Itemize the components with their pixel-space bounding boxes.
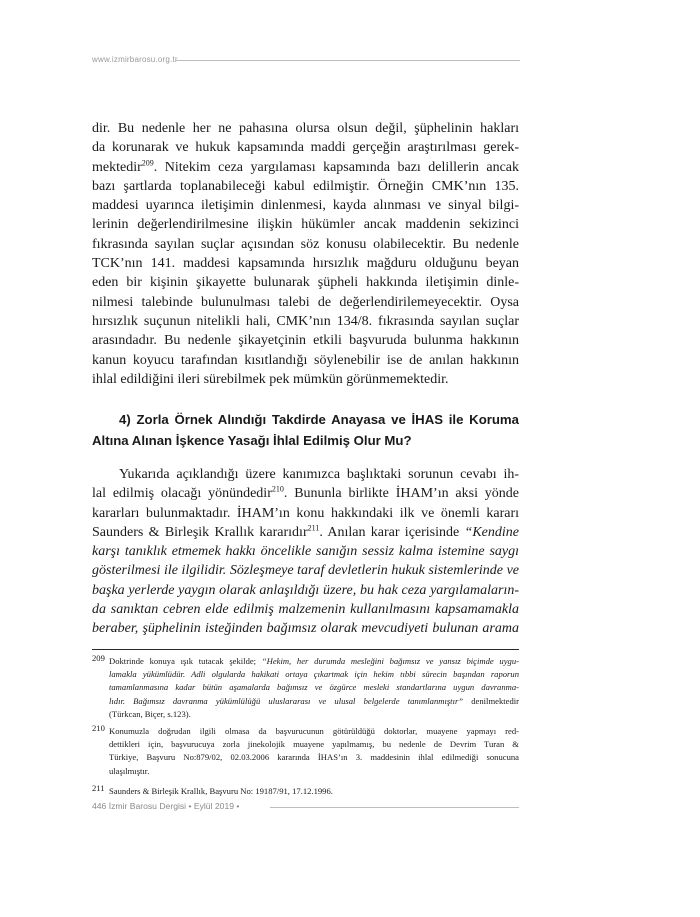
text-line (92, 484, 519, 503)
text-line: Yukarıda açıklandığı üzere kanımızca başlıktaki sorunun cevabı ih- (119, 467, 519, 482)
footnote-ref-209: 209 (141, 157, 154, 167)
text-line: lerinin değerlendirilmesine ilişkin hükümler ancak maddenin sekizinci (92, 217, 519, 233)
text-run: . Anılan karar içerisinde (319, 524, 465, 540)
text-line: TCK’nın 141. maddesi kapsamında hırsızlık mağduru olduğunu beyan (92, 256, 519, 272)
paragraph-2 (92, 465, 519, 639)
footnote-number: 211 (92, 783, 105, 793)
text-run: denilmektedir (463, 695, 519, 706)
footnote-number: 210 (92, 723, 105, 733)
footnote-211 (92, 785, 519, 798)
text-line: fıkrasında sayılan suçlar açısından söz konusu olabilecektir. Bu nedenle (92, 236, 519, 252)
footnote-ref-210: 210 (271, 484, 284, 494)
footnote-line: (Türkcan, Biçer, s.123). (109, 708, 191, 719)
footnote-line: ulaşılmıştır. (109, 765, 150, 776)
text-run: Doktrinde konuya ışık tutacak şekilde; (109, 656, 262, 666)
section-heading (92, 409, 519, 451)
text-run: mektedir (92, 159, 142, 175)
text-line: hırsızlık suçunun nitelikli hali, CMK’nın 134/8. fıkrasında sayılan suçlar (92, 313, 519, 329)
text-line: eden bir kişinin şikayette bulunarak şüpheli hakkında iletişimin dinle- (92, 275, 519, 291)
text-line: nilmesi talebinde bulunulması talebi de değerlendirilemeyecektir. Oysa (92, 294, 519, 310)
quote-run: lıdır. Bağımsız davranma yükümlülüğü uluslararası ve ulusal belgelerde tanımlanmıştır” (109, 695, 464, 706)
text-line (92, 158, 519, 177)
quote-line: gösterilmesi ile ilgilidir. Sözleşmeye taraf devletlerin hukuk sistemlerinde ve (92, 563, 519, 579)
footnote-number: 209 (92, 653, 105, 663)
footnote-line (109, 655, 519, 668)
text-line: kararları bulunmaktadır. İHAM’ın konu hakkındaki ilk ve önemli kararı (92, 505, 519, 521)
text-run: . Bununla birlikte İHAM’ın aksi yönde (283, 486, 519, 502)
quote-line: karşı tanıklık etmemek hakkı öncelikle sanığın sessiz kalma istemine saygı (92, 544, 519, 560)
quote-run: “Kendine (464, 524, 519, 540)
text-line: ihlal edildiğini ileri sürebilmek pek mümkün görünmemektedir. (92, 371, 449, 387)
text-line: kanun koyucu tarafından kısıtlandığı söylenebilir ise de anılan hakkının (92, 352, 519, 368)
footnote-ref-211: 211 (307, 523, 320, 533)
footnote-line: Konumuzla doğrudan ilgili olmasa da başvurucunun götürüldüğü doktorlar, muayene yapmayı red- (109, 726, 519, 736)
text-line (92, 523, 519, 542)
header-url: www.izmirbarosu.org.tr (92, 55, 178, 64)
footnote-rule (92, 649, 519, 650)
text-run: . Nitekim ceza yargılaması kapsamında bazı delillerin ancak (153, 159, 519, 175)
footnote-line: Saunders & Birleşik Krallık, Başvuru No: 19187/91, 17.12.1996. (109, 786, 333, 796)
footnote-line (109, 695, 519, 708)
text-line: arasındadır. Bu nedenle şikayetçinin etkili başvuruda bulunma hakkının (92, 333, 519, 349)
text-line: da korunarak ve hukuk kapsamında maddi gerçeğin araştırılması gerek- (92, 140, 519, 156)
heading-line: Altına Alınan İşkence Yasağı İhlal Edilmiş Olur Mu? (92, 433, 412, 448)
quote-run: “Hekim, her durumda mesleğini bağımsız ve yansız biçimde uygu- (261, 656, 519, 666)
text-line: dir. Bu nedenle her ne pahasına olursa olsun değil, şüphelinin hakları (92, 121, 519, 136)
footnote-210 (92, 725, 519, 778)
text-line: maddesi uyarınca iletişimin dinlenmesi, kayda alınması ve sinyal bilgi- (92, 198, 519, 214)
footnote-line: lamakla yükümlüdür. Adli olgularda hakikati ortaya çıkartmak için hekim tıbbi sürecin başından raporun (109, 669, 519, 680)
quote-line: da sanıktan cebren elde edilmiş malzemenin kullanılmasını kapsamamakla (92, 602, 519, 618)
paragraph-1 (92, 119, 519, 389)
footnote-line: Türkiye, Başvuru No:879/02, 02.03.2006 kararında İHAS’ın 3. maddesinin ihlal edilmediği sonucuna (109, 752, 519, 763)
heading-line: 4) Zorla Örnek Alındığı Takdirde Anayasa ve İHAS ile Koruma (119, 412, 519, 427)
quote-line: başka yerlerde yaygın olarak anlaşıldığı üzere, bu hak ceza yargılamaların- (92, 582, 519, 598)
footnote-line: tamamlanmasına kadar bütün aşamalarda bağımsız ve özgürce mesleki standartlarına uygun davranma- (109, 682, 519, 693)
text-run: Saunders & Birleşik Krallık kararıdır (92, 524, 308, 540)
text-run: lal edilmiş olacağı yönündedir (92, 486, 272, 502)
footer-rule (270, 807, 519, 808)
header-rule (176, 60, 520, 61)
footnote-line: dettikleri için, başvurucuya zorla jinekolojik muayene yapılmamış, bu nedenle de Devrim Turan & (109, 739, 519, 750)
footnote-209 (92, 655, 519, 721)
text-line: bazı şartlarda toplanabileceği kabul edilmiştir. Örneğin CMK’nın 135. (92, 178, 519, 194)
quote-line: beraber, şüphelinin isteğinden bağımsız olarak mevcudiyeti bulunan arama (92, 621, 519, 637)
page-footer: 446 İzmir Barosu Dergisi • Eylül 2019 • (92, 801, 240, 811)
